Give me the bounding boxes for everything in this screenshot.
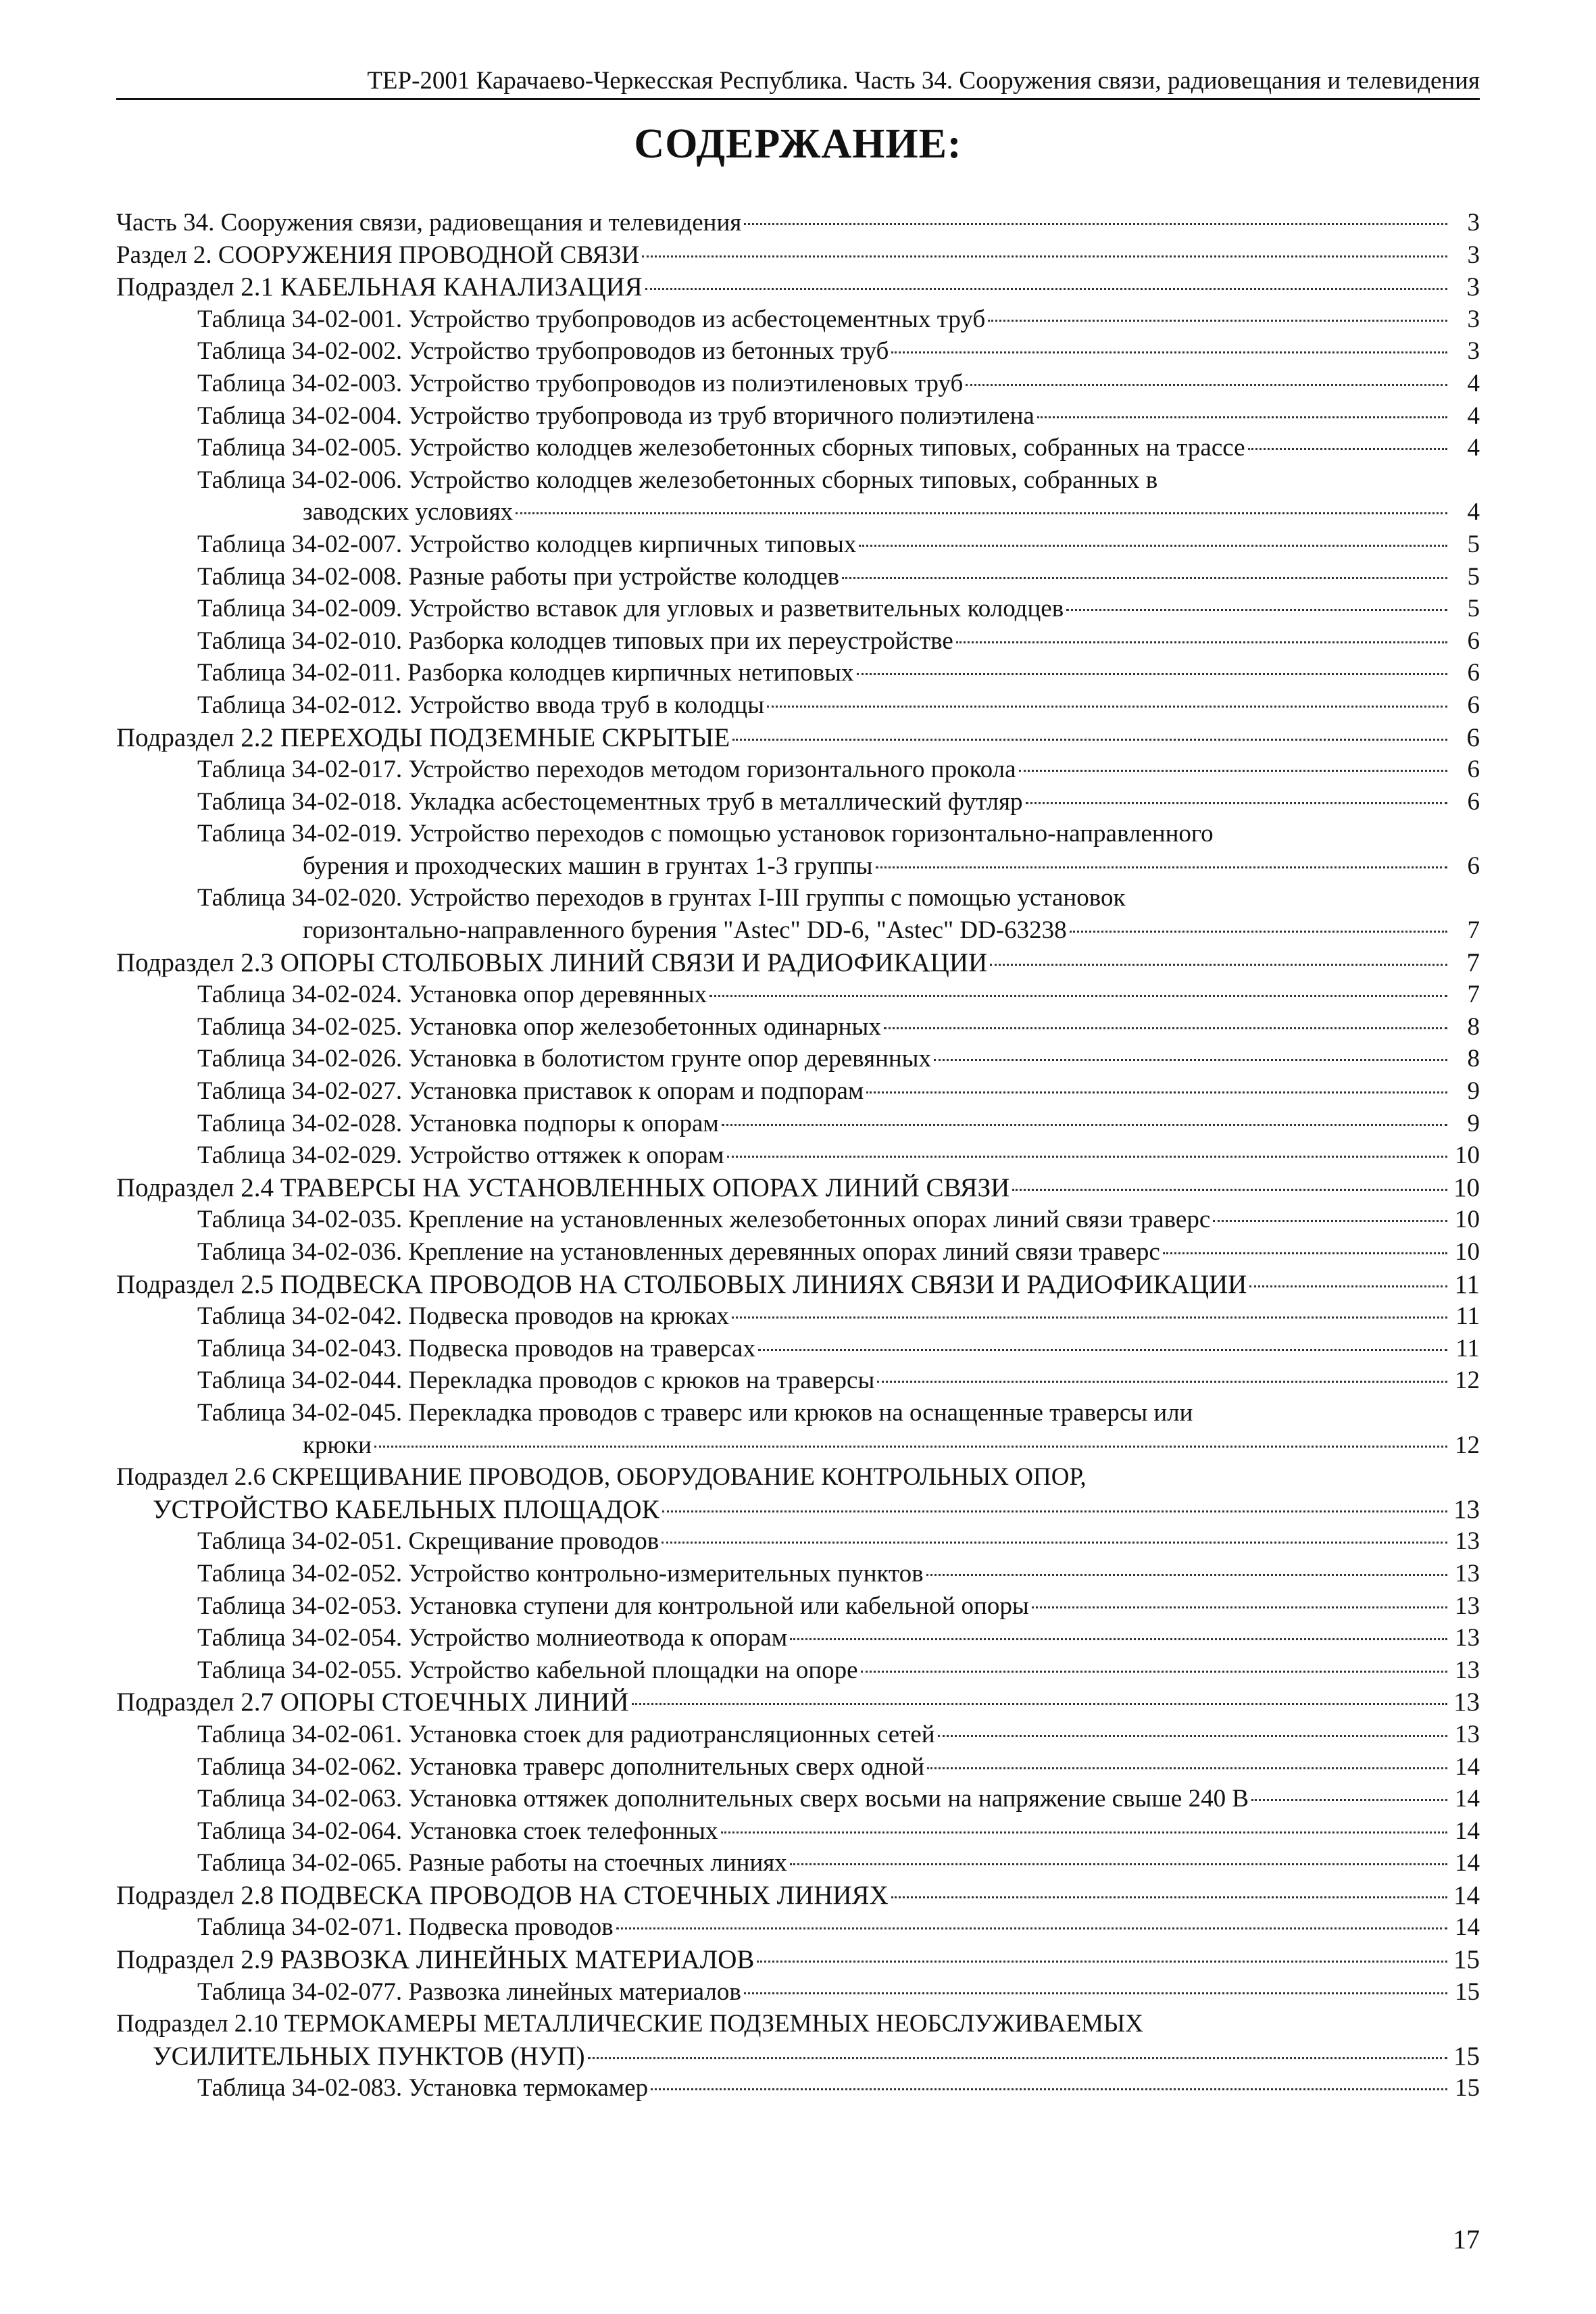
toc-table-entry[interactable] xyxy=(116,528,1480,561)
dot-leader xyxy=(374,1446,1447,1448)
toc-table-entry[interactable] xyxy=(116,1558,1480,1590)
toc-page-number: 9 xyxy=(1467,1077,1480,1106)
dot-leader xyxy=(727,1156,1447,1158)
toc-entry-label: Таблица 34-02-083. Установка термокамер xyxy=(197,2074,649,2102)
toc-page-number: 4 xyxy=(1467,498,1480,526)
toc-table-entry[interactable] xyxy=(116,625,1480,658)
toc-page-number: 15 xyxy=(1455,2074,1480,2102)
dot-leader xyxy=(1032,1606,1447,1608)
toc-table-entry[interactable] xyxy=(116,689,1480,722)
dot-leader xyxy=(842,577,1447,579)
toc-entry-label: Таблица 34-02-025. Установка опор железобетонных одинарных xyxy=(197,1012,881,1041)
toc-page-number: 13 xyxy=(1455,1559,1480,1587)
toc-entry-label: Часть 34. Сооружения связи, радиовещания и телевидения xyxy=(116,209,742,237)
toc-entry-label: горизонтально-направленного бурения "Astec" DD-6, "Astec" DD-63238 xyxy=(303,916,1067,945)
dot-leader xyxy=(891,1896,1447,1898)
dot-leader xyxy=(990,964,1447,966)
toc-entry-label: Таблица 34-02-071. Подвеска проводов xyxy=(197,1913,614,1942)
toc-page-number: 6 xyxy=(1467,659,1480,687)
toc-table-entry[interactable] xyxy=(116,1976,1480,2009)
dot-leader xyxy=(1251,1799,1447,1801)
toc-page-number: 7 xyxy=(1467,916,1480,945)
toc-page-number: 4 xyxy=(1467,434,1480,462)
dot-leader xyxy=(1249,1285,1447,1287)
toc-section-entry[interactable] xyxy=(116,207,1480,239)
toc-subsection-entry[interactable] xyxy=(116,722,1480,754)
toc-table-entry-line1: Таблица 34-02-006. Устройство колодцев железобетонных сборных типовых, собранных в xyxy=(197,466,1158,494)
dot-leader xyxy=(757,1961,1447,1963)
toc-page-number: 11 xyxy=(1455,1334,1480,1362)
toc-page-number: 13 xyxy=(1455,1592,1480,1620)
toc-table-entry[interactable] xyxy=(116,1525,1480,1558)
toc-page-number: 13 xyxy=(1455,1656,1480,1684)
page-title: СОДЕРЖАНИЕ: xyxy=(634,121,962,167)
toc-page-number: 10 xyxy=(1455,1238,1480,1266)
toc-entry-label: Таблица 34-02-042. Подвеска проводов на крюках xyxy=(197,1302,729,1331)
dot-leader xyxy=(927,1767,1447,1769)
dot-leader xyxy=(709,995,1447,997)
toc-entry-label: Таблица 34-02-001. Устройство трубопроводов из асбестоцементных труб xyxy=(197,305,986,333)
toc-table-entry[interactable] xyxy=(116,561,1480,593)
dot-leader xyxy=(721,1831,1447,1833)
dot-leader xyxy=(651,2088,1447,2090)
dot-leader xyxy=(861,1671,1447,1673)
dot-leader xyxy=(662,1510,1447,1512)
toc-subsection-entry[interactable] xyxy=(116,271,1480,303)
toc-entry-label: Таблица 34-02-026. Установка в болотистом грунте опор деревянных xyxy=(197,1045,932,1073)
dot-leader xyxy=(876,866,1447,868)
toc-page-number: 11 xyxy=(1454,1269,1480,1299)
toc-entry-label: Таблица 34-02-055. Устройство кабельной площадки на опоре xyxy=(197,1656,858,1684)
toc-page-number: 12 xyxy=(1455,1367,1480,1395)
toc-page-number: 3 xyxy=(1466,272,1480,302)
toc-page-number: 3 xyxy=(1467,209,1480,237)
toc-entry-label: Таблица 34-02-035. Крепление на установленных железобетонных опорах линий связи траверс xyxy=(197,1206,1211,1234)
toc-entry-label: Подраздел 2.1 КАБЕЛЬНАЯ КАНАЛИЗАЦИЯ xyxy=(116,272,643,302)
toc-table-entry[interactable] xyxy=(116,496,1480,528)
dot-leader xyxy=(926,1574,1447,1576)
toc-entry-label: Таблица 34-02-052. Устройство контрольно-измерительных пунктов xyxy=(197,1559,924,1587)
dot-leader xyxy=(616,1927,1447,1929)
toc-entry-label: Таблица 34-02-002. Устройство трубопроводов из бетонных труб xyxy=(197,337,889,366)
toc-entry-label: Таблица 34-02-077. Развозка линейных материалов xyxy=(197,1977,741,2006)
dot-leader xyxy=(662,1542,1447,1544)
toc-page-number: 14 xyxy=(1455,1752,1480,1781)
toc-entry-label: Таблица 34-02-009. Устройство вставок для угловых и разветвительных колодцев xyxy=(197,595,1064,623)
toc-page-number: 5 xyxy=(1467,530,1480,558)
toc-subsection-entry[interactable] xyxy=(116,1944,1480,1976)
toc-subsection-entry-line1: Подраздел 2.10 ТЕРМОКАМЕРЫ МЕТАЛЛИЧЕСКИЕ ПОДЗЕМНЫХ НЕОБСЛУЖИВАЕМЫХ xyxy=(116,2010,1143,2038)
toc-table-entry[interactable] xyxy=(116,1011,1480,1043)
toc-page-number: 10 xyxy=(1455,1206,1480,1234)
toc-page-number: 3 xyxy=(1467,337,1480,366)
toc-entry-label: Подраздел 2.8 ПОДВЕСКА ПРОВОДОВ НА СТОЕЧНЫХ ЛИНИЯХ xyxy=(116,1880,889,1910)
toc-entry-label: Подраздел 2.9 РАЗВОЗКА ЛИНЕЙНЫХ МАТЕРИАЛОВ xyxy=(116,1945,755,1975)
toc-table-entry[interactable] xyxy=(116,1333,1480,1365)
toc-table-entry[interactable] xyxy=(116,1043,1480,1075)
toc-subsection-entry[interactable] xyxy=(116,1686,1480,1719)
toc-page-number: 4 xyxy=(1467,401,1480,430)
toc-page-number: 3 xyxy=(1467,305,1480,333)
running-header: ТЕР-2001 Карачаево-Черкесская Республика. Часть 34. Сооружения связи, радиовещания и телевидения xyxy=(367,67,1480,95)
toc-page-number: 5 xyxy=(1467,562,1480,591)
toc-page-number: 14 xyxy=(1455,1849,1480,1877)
toc-page-number: 10 xyxy=(1453,1173,1480,1202)
dot-leader xyxy=(790,1863,1447,1865)
toc-table-entry[interactable] xyxy=(116,593,1480,625)
toc-entry-label: Таблица 34-02-028. Установка подпоры к опорам xyxy=(197,1109,719,1137)
dot-leader xyxy=(866,1091,1447,1093)
toc-table-entry[interactable] xyxy=(116,1815,1480,1848)
dot-leader xyxy=(744,223,1447,225)
toc-page-number: 8 xyxy=(1467,1045,1480,1073)
toc-entry-label: Таблица 34-02-044. Перекладка проводов с крюков на траверсы xyxy=(197,1367,875,1395)
dot-leader xyxy=(1066,609,1447,611)
dot-leader xyxy=(1026,802,1448,804)
toc-entry-label: бурения и проходческих машин в грунтах 1-3 группы xyxy=(303,852,873,880)
toc-page-number: 12 xyxy=(1455,1431,1480,1459)
dot-leader xyxy=(722,1124,1447,1126)
toc-entry-label: Подраздел 2.2 ПЕРЕХОДЫ ПОДЗЕМНЫЕ СКРЫТЫЕ xyxy=(116,722,730,752)
dot-leader xyxy=(988,320,1447,322)
toc-table-entry[interactable] xyxy=(116,1783,1480,1815)
toc-entry-label: Подраздел 2.3 ОПОРЫ СТОЛБОВЫХ ЛИНИЙ СВЯЗИ И РАДИОФИКАЦИИ xyxy=(116,947,988,977)
page-number: 17 xyxy=(1453,2224,1480,2255)
dot-leader xyxy=(767,706,1447,708)
toc-entry-label: Таблица 34-02-010. Разборка колодцев типовых при их переустройстве xyxy=(197,626,953,655)
toc-entry-label: Таблица 34-02-054. Устройство молниеотвода к опорам xyxy=(197,1624,788,1652)
toc-page-number: 6 xyxy=(1467,626,1480,655)
toc-page-number: 8 xyxy=(1467,1012,1480,1041)
toc-page-number: 13 xyxy=(1453,1494,1480,1524)
dot-leader xyxy=(891,351,1447,353)
toc-table-entry[interactable] xyxy=(116,657,1480,689)
toc-entry-label: Таблица 34-02-018. Укладка асбестоцементных труб в металлический футляр xyxy=(197,787,1023,816)
toc-entry-label: Таблица 34-02-005. Устройство колодцев железобетонных сборных типовых, собранных на трассе xyxy=(197,434,1245,462)
toc-table-entry[interactable] xyxy=(116,1751,1480,1783)
dot-leader xyxy=(859,545,1447,547)
toc-entry-label: Таблица 34-02-003. Устройство трубопроводов из полиэтиленовых труб xyxy=(197,369,964,397)
toc-page-number: 7 xyxy=(1467,981,1480,1009)
toc-page-number: 6 xyxy=(1467,756,1480,784)
toc-page-number: 4 xyxy=(1467,369,1480,397)
dot-leader xyxy=(732,739,1447,741)
toc-entry-label: Таблица 34-02-012. Устройство ввода труб в колодцы xyxy=(197,691,765,719)
toc-page-number: 6 xyxy=(1467,691,1480,719)
dot-leader xyxy=(934,1059,1447,1061)
dot-leader xyxy=(1213,1220,1447,1222)
toc-subsection-entry[interactable] xyxy=(116,1269,1480,1301)
toc-table-entry[interactable] xyxy=(116,1622,1480,1654)
header-rule xyxy=(116,98,1480,100)
toc-entry-label: УСИЛИТЕЛЬНЫХ ПУНКТОВ (НУП) xyxy=(153,2041,585,2071)
toc-subsection-entry[interactable] xyxy=(116,947,1480,979)
toc-entry-label: Раздел 2. СООРУЖЕНИЯ ПРОВОДНОЙ СВЯЗИ xyxy=(116,241,640,269)
toc-table-entry[interactable] xyxy=(116,400,1480,433)
toc-page-number: 6 xyxy=(1466,722,1480,752)
toc-page-number: 13 xyxy=(1455,1720,1480,1748)
toc-table-entry[interactable] xyxy=(116,1847,1480,1879)
toc-page-number: 14 xyxy=(1453,1880,1480,1910)
toc-entry-label: заводских условиях xyxy=(303,498,514,526)
dot-leader xyxy=(632,1703,1447,1705)
toc-page-number: 9 xyxy=(1467,1109,1480,1137)
toc-table-entry[interactable] xyxy=(116,786,1480,818)
toc-table-entry[interactable] xyxy=(116,1654,1480,1687)
dot-leader xyxy=(588,2057,1447,2059)
toc-page-number: 7 xyxy=(1466,947,1480,977)
toc-entry-label: Таблица 34-02-064. Установка стоек телефонных xyxy=(197,1817,718,1845)
toc-table-entry[interactable] xyxy=(116,1719,1480,1751)
toc-table-entry[interactable] xyxy=(116,1204,1480,1236)
toc-subsection-entry[interactable] xyxy=(116,1172,1480,1204)
toc-entry-label: Таблица 34-02-029. Устройство оттяжек к опорам xyxy=(197,1141,724,1170)
toc-page-number: 13 xyxy=(1453,1688,1480,1717)
dot-leader xyxy=(956,641,1447,643)
toc-entry-label: Подраздел 2.7 ОПОРЫ СТОЕЧНЫХ ЛИНИЙ xyxy=(116,1688,629,1717)
toc-entry-label: Таблица 34-02-065. Разные работы на стоечных линиях xyxy=(197,1849,787,1877)
toc-page-number: 15 xyxy=(1453,2041,1480,2071)
toc-page-number: 15 xyxy=(1455,1977,1480,2006)
toc-table-entry[interactable] xyxy=(116,368,1480,400)
toc-table-entry[interactable] xyxy=(116,1139,1480,1172)
toc-page-number: 11 xyxy=(1455,1302,1480,1331)
dot-leader xyxy=(938,1735,1447,1737)
dot-leader xyxy=(1163,1252,1447,1254)
toc-table-entry[interactable] xyxy=(116,1108,1480,1140)
toc-subsection-entry[interactable] xyxy=(116,1879,1480,1912)
dot-leader xyxy=(884,1027,1447,1029)
toc-entry-label: Таблица 34-02-017. Устройство переходов методом горизонтального прокола xyxy=(197,756,1016,784)
toc-table-entry[interactable] xyxy=(116,754,1480,786)
toc-page-number: 5 xyxy=(1467,595,1480,623)
toc-entry-label: Таблица 34-02-008. Разные работы при устройстве колодцев xyxy=(197,562,840,591)
dot-leader xyxy=(732,1316,1447,1319)
toc-table-entry[interactable] xyxy=(116,1590,1480,1623)
toc-subsection-entry[interactable] xyxy=(116,2040,1480,2073)
toc-table-entry[interactable] xyxy=(116,914,1480,947)
toc-subsection-entry[interactable] xyxy=(116,1494,1480,1526)
toc-table-entry-line1: Таблица 34-02-020. Устройство переходов в грунтах I-III группы с помощью установок xyxy=(197,884,1126,912)
toc-page-number: 14 xyxy=(1455,1913,1480,1942)
dot-leader xyxy=(642,255,1447,257)
toc-table-entry[interactable] xyxy=(116,1075,1480,1108)
toc-page-number: 15 xyxy=(1453,1945,1480,1975)
toc-entry-label: Таблица 34-02-062. Установка траверс дополнительных сверх одной xyxy=(197,1752,925,1781)
toc-table-entry[interactable] xyxy=(116,1300,1480,1333)
toc-entry-label: крюки xyxy=(303,1431,372,1459)
toc-entry-label: Таблица 34-02-027. Установка приставок к опорам и подпорам xyxy=(197,1077,864,1106)
toc-entry-label: Таблица 34-02-004. Устройство трубопровода из труб вторичного полиэтилена xyxy=(197,401,1034,430)
dot-leader xyxy=(1248,448,1447,450)
toc-page-number: 14 xyxy=(1455,1785,1480,1813)
table-of-contents xyxy=(116,207,1480,2104)
dot-leader xyxy=(1070,931,1447,933)
toc-table-entry[interactable] xyxy=(116,1429,1480,1462)
toc-table-entry-line1: Таблица 34-02-019. Устройство переходов с помощью установок горизонтально-направленного xyxy=(197,820,1214,848)
toc-section-entry[interactable] xyxy=(116,239,1480,272)
toc-table-entry[interactable] xyxy=(116,1911,1480,1944)
toc-table-entry[interactable] xyxy=(116,979,1480,1011)
toc-entry-label: УСТРОЙСТВО КАБЕЛЬНЫХ ПЛОЩАДОК xyxy=(153,1494,659,1524)
toc-table-entry-line1: Таблица 34-02-045. Перекладка проводов с траверс или крюков на оснащенные траверсы или xyxy=(197,1398,1193,1427)
toc-table-entry[interactable] xyxy=(116,335,1480,368)
dot-leader xyxy=(857,673,1447,675)
toc-table-entry[interactable] xyxy=(116,1364,1480,1397)
toc-entry-label: Таблица 34-02-036. Крепление на установленных деревянных опорах линий связи траверс xyxy=(197,1238,1160,1266)
toc-entry-label: Подраздел 2.5 ПОДВЕСКА ПРОВОДОВ НА СТОЛБОВЫХ ЛИНИЯХ СВЯЗИ И РАДИОФИКАЦИИ xyxy=(116,1269,1247,1299)
toc-table-entry[interactable] xyxy=(116,2072,1480,2104)
toc-page-number: 13 xyxy=(1455,1624,1480,1652)
dot-leader xyxy=(1012,1189,1447,1191)
toc-subsection-entry-line1: Подраздел 2.6 СКРЕЩИВАНИЕ ПРОВОДОВ, ОБОРУДОВАНИЕ КОНТРОЛЬНЫХ ОПОР, xyxy=(116,1463,1087,1492)
dot-leader xyxy=(744,1992,1447,1994)
toc-page-number: 14 xyxy=(1455,1817,1480,1845)
toc-page-number: 3 xyxy=(1467,241,1480,269)
dot-leader xyxy=(758,1349,1447,1351)
toc-table-entry[interactable] xyxy=(116,432,1480,464)
toc-entry-label: Таблица 34-02-053. Установка ступени для контрольной или кабельной опоры xyxy=(197,1592,1029,1620)
dot-leader xyxy=(1019,770,1447,772)
toc-table-entry[interactable] xyxy=(116,850,1480,883)
toc-entry-label: Таблица 34-02-051. Скрещивание проводов xyxy=(197,1527,659,1556)
toc-entry-label: Таблица 34-02-024. Установка опор деревянных xyxy=(197,981,707,1009)
toc-entry-label: Подраздел 2.4 ТРАВЕРСЫ НА УСТАНОВЛЕННЫХ ОПОРАХ ЛИНИЙ СВЯЗИ xyxy=(116,1173,1010,1202)
dot-leader xyxy=(790,1638,1447,1640)
toc-table-entry[interactable] xyxy=(116,1236,1480,1269)
toc-entry-label: Таблица 34-02-007. Устройство колодцев кирпичных типовых xyxy=(197,530,857,558)
toc-entry-label: Таблица 34-02-011. Разборка колодцев кирпичных нетиповых xyxy=(197,659,854,687)
dot-leader xyxy=(1037,416,1447,418)
toc-page-number: 13 xyxy=(1455,1527,1480,1556)
toc-entry-label: Таблица 34-02-061. Установка стоек для радиотрансляционных сетей xyxy=(197,1720,935,1748)
toc-entry-label: Таблица 34-02-063. Установка оттяжек дополнительных сверх восьми на напряжение свыше 240 В xyxy=(197,1785,1249,1813)
toc-page-number: 10 xyxy=(1455,1141,1480,1170)
toc-entry-label: Таблица 34-02-043. Подвеска проводов на траверсах xyxy=(197,1334,755,1362)
dot-leader xyxy=(877,1381,1447,1383)
dot-leader xyxy=(966,384,1447,386)
toc-table-entry[interactable] xyxy=(116,303,1480,336)
toc-page-number: 6 xyxy=(1467,852,1480,880)
dot-leader xyxy=(516,512,1447,514)
toc-page-number: 6 xyxy=(1467,787,1480,816)
dot-leader xyxy=(645,288,1447,290)
